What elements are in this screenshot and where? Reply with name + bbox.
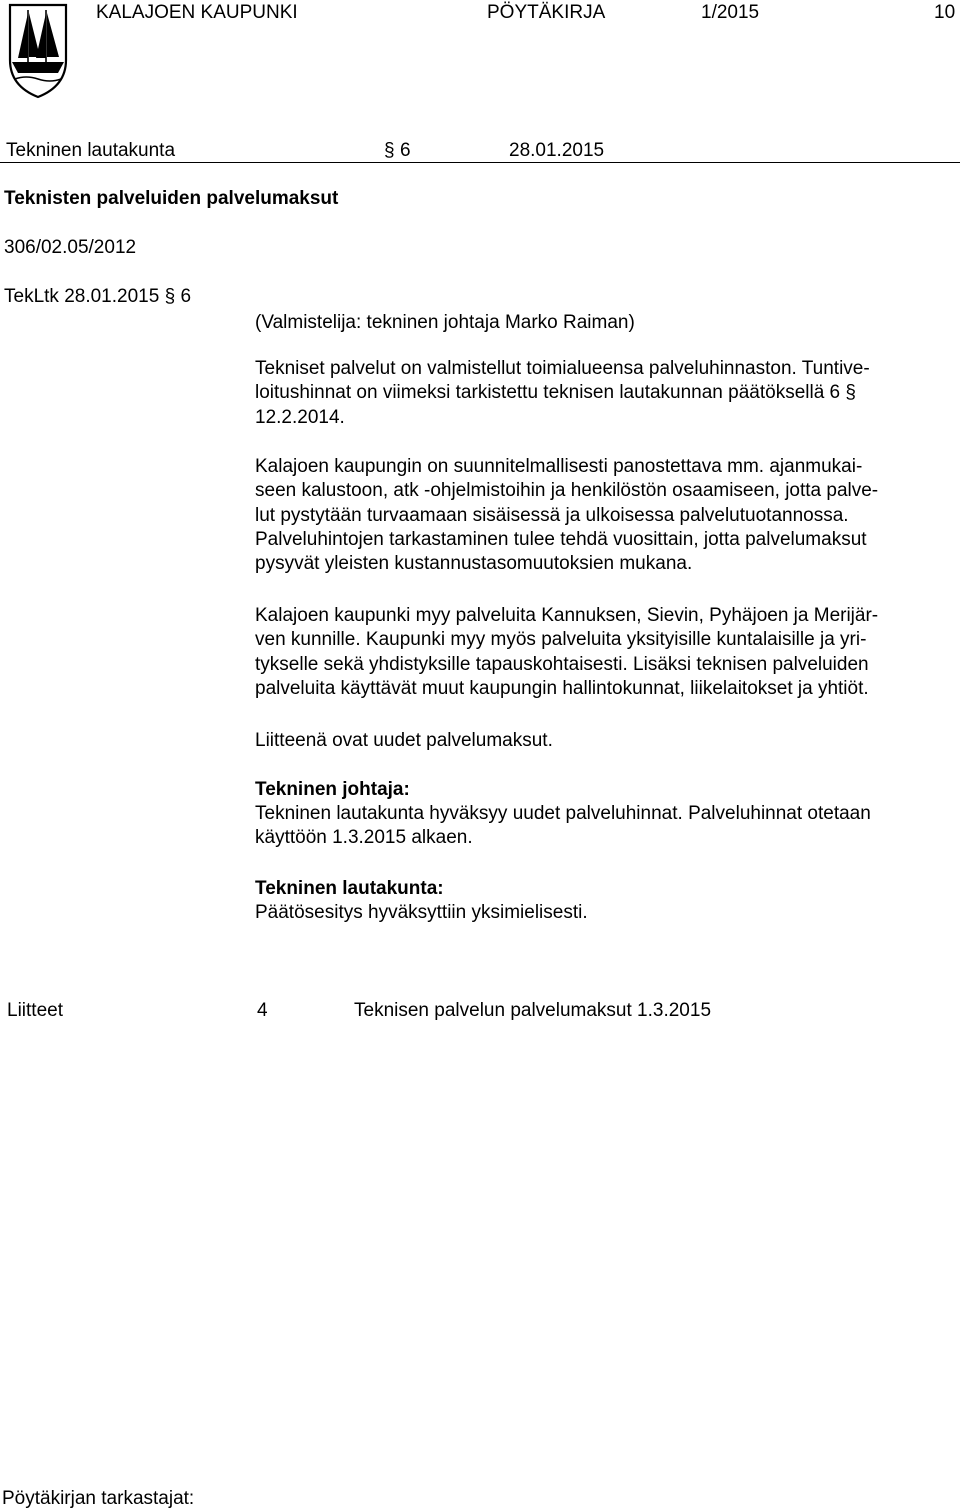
document-type: PÖYTÄKIRJA (487, 2, 606, 23)
item-title: Teknisten palveluiden palvelumaksut (4, 188, 339, 209)
paragraph-investment (255, 455, 955, 576)
paragraph-line: 12.2.2014. (255, 406, 345, 428)
paragraph-line: Kalajoen kaupunki myy palveluita Kannuksen, Sievin, Pyhäjoen ja Merijär- (255, 605, 879, 626)
reference-prefix: TekLtk 28.01.2015 (4, 286, 160, 307)
paragraph-line: lut pystytään turvaamaan sisäisessä ja ulkoisessa palvelutuotannossa. (255, 504, 849, 526)
paragraph-line: Kalajoen kaupungin on suunnitelmallisesti panostettava mm. ajanmukai- (255, 456, 863, 477)
paragraph-line: Palveluhintojen tarkastaminen tulee tehdä vuosittain, jotta palvelumaksut (255, 528, 867, 550)
attachment-title: Teknisen palvelun palvelumaksut 1.3.2015 (354, 1000, 712, 1021)
proposal-text (255, 802, 955, 851)
paragraph-line: loitushinnat on viimeksi tarkistettu teknisen lautakunnan päätöksellä 6 § (255, 382, 856, 404)
header-divider (0, 162, 960, 163)
decision-heading: Tekninen lautakunta: (255, 878, 444, 899)
section-number: 6 (400, 140, 411, 161)
paragraph-line: käyttöön 1.3.2015 alkaen. (255, 827, 473, 849)
page-number: 10 (934, 2, 956, 23)
municipality-name: KALAJOEN KAUPUNKI (96, 2, 298, 23)
paragraph-line: ven kunnille. Kaupunki myy myös palveluita yksityisille kuntalaisille ja yri- (255, 629, 867, 651)
record-number: 306/02.05/2012 (4, 237, 137, 258)
reference-section-sign: § (164, 286, 176, 307)
reference-line (4, 287, 191, 306)
paragraph-price-list (255, 357, 955, 430)
reference-section-number: 6 (180, 286, 192, 307)
paragraph-line: seen kalustoon, atk -ohjelmistoihin ja henkilöstön osaamiseen, jotta palve- (255, 480, 879, 502)
minutes-checkers-label: Pöytäkirjan tarkastajat: (2, 1488, 195, 1509)
preparer-note: (Valmistelija: tekninen johtaja Marko Raiman) (255, 312, 635, 333)
paragraph-line: Tekniset palvelut on valmistellut toimialueensa palveluhinnaston. Tuntive- (255, 358, 870, 379)
paragraph-line: Tekninen lautakunta hyväksyy uudet palveluhinnat. Palveluhinnat otetaan (255, 803, 871, 824)
paragraph-sales (255, 604, 955, 701)
meeting-date: 28.01.2015 (509, 140, 605, 161)
attachments-label: Liitteet (7, 1000, 63, 1021)
paragraph-line: pysyvät yleisten kustannustasomuutoksien mukana. (255, 553, 693, 575)
document-number: 1/2015 (701, 2, 760, 23)
attachment-number: 4 (257, 1000, 268, 1021)
proposal-heading: Tekninen johtaja: (255, 779, 410, 800)
section-sign: § (384, 140, 395, 161)
paragraph-line: palveluita käyttävät muut kaupungin hallintokunnat, liikelaitokset ja yhtiöt. (255, 677, 869, 699)
decision-text: Päätösesitys hyväksyttiin yksimielisesti. (255, 902, 588, 923)
attachment-note: Liitteenä ovat uudet palvelumaksut. (255, 730, 553, 751)
paragraph-line: tykselle sekä yhdistyksille tapauskohtaisesti. Lisäksi teknisen palveluiden (255, 653, 869, 675)
sailing-ship-coat-of-arms-icon (6, 2, 70, 100)
meeting-body: Tekninen lautakunta (6, 140, 176, 161)
